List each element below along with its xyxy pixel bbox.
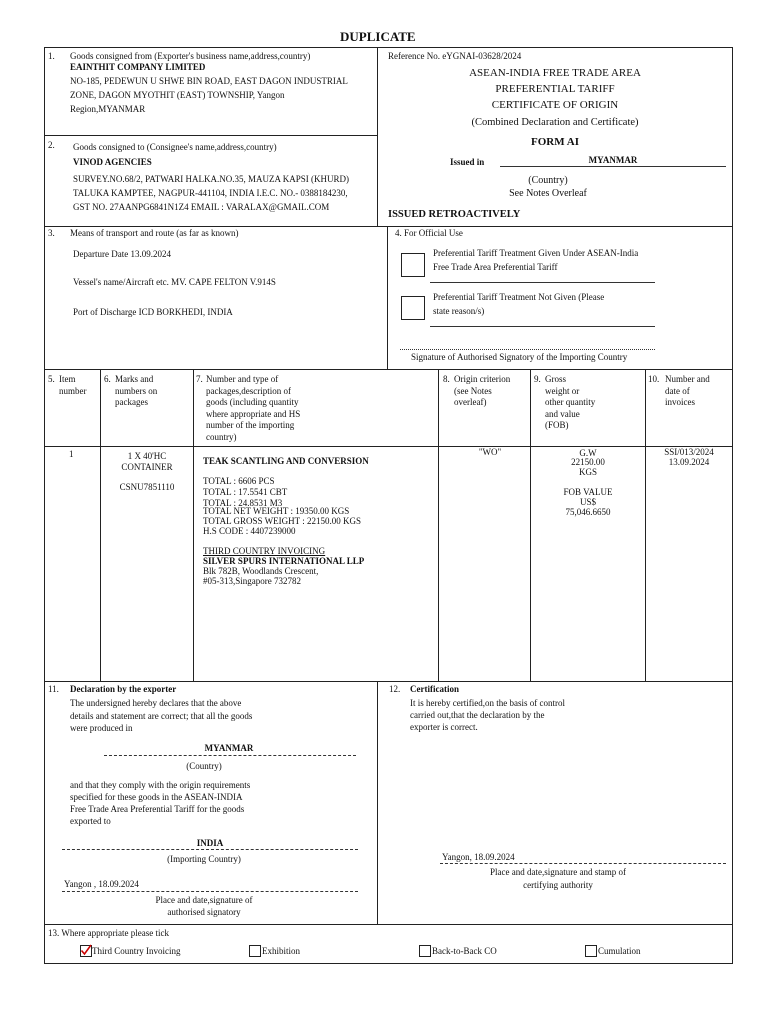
treatment-given-text: Free Trade Area Preferential Tariff xyxy=(433,262,558,272)
certifier-signature-line xyxy=(440,863,726,864)
country-caption: (Country) xyxy=(186,761,222,771)
exporter-signature-line xyxy=(62,891,358,892)
col-header-line: Number and xyxy=(665,374,710,384)
goods-description-line: TOTAL : 24.8531 M3 xyxy=(203,498,283,508)
gross-weight-unit: KGS xyxy=(578,467,597,477)
declaration-text: The undersigned hereby declares that the above xyxy=(70,698,242,708)
declaration-text: details and statement are correct; that all the goods xyxy=(70,711,253,721)
divider xyxy=(387,226,388,369)
declaration-text: and that they comply with the origin requirements xyxy=(70,780,251,790)
divider xyxy=(193,369,194,681)
cumulation-checkbox[interactable] xyxy=(585,945,597,957)
col-number: 5. xyxy=(48,374,55,384)
col-header-line: Gross xyxy=(545,374,567,384)
col-header-line: country) xyxy=(206,431,237,442)
col-header-line: number of the importing xyxy=(206,420,295,430)
box4-label: 4. For Official Use xyxy=(395,228,463,238)
treatment-not-given-text: Preferential Tariff Treatment Not Given (Please xyxy=(433,292,605,302)
treatment-given-text: Preferential Tariff Treatment Given Under ASEAN-India xyxy=(433,248,639,258)
goods-description-title: TEAK SCANTLING AND CONVERSION xyxy=(203,456,369,466)
box2-number: 2. xyxy=(48,140,55,150)
col-number: 10. xyxy=(648,374,660,384)
col-header-line: Item xyxy=(59,374,76,384)
consignee-address-line: GST NO. 27AANPG6841N1Z4 EMAIL : VARALAX@GMAIL.COM xyxy=(73,202,330,212)
gross-weight-value: 22150.00 xyxy=(571,457,605,467)
fob-value: 75,046.6650 xyxy=(565,507,611,517)
col-number: 7. xyxy=(196,374,203,384)
certifier-signature-caption: Place and date,signature and stamp of xyxy=(490,867,626,877)
divider xyxy=(44,226,732,227)
exporter-place-date: Yangon , 18.09.2024 xyxy=(64,879,139,889)
box11-number: 11. xyxy=(48,684,59,694)
cumulation-label: Cumulation xyxy=(598,946,641,956)
fob-currency: US$ xyxy=(579,497,596,507)
treatment-not-given-text: state reason/s) xyxy=(433,306,485,316)
col-number: 9. xyxy=(534,374,541,384)
col-header-line: number xyxy=(59,385,87,396)
divider xyxy=(44,924,732,925)
check-icon xyxy=(80,944,92,956)
certification-text: It is hereby certified,on the basis of control xyxy=(410,698,565,708)
treatment-not-given-line xyxy=(430,326,655,327)
col-header-line: packages xyxy=(115,397,148,407)
gross-weight-label: G.W xyxy=(579,448,597,458)
back-to-back-co-label: Back-to-Back CO xyxy=(432,946,497,956)
consignee-name: VINOD AGENCIES xyxy=(73,157,152,167)
form-name: FORM AI xyxy=(531,136,579,148)
consignee-address-line: SURVEY.NO.68/2, PATWARI HALKA.NO.35, MAUZA KAPSI (KHURD) xyxy=(73,174,350,184)
col-header-line: invoices xyxy=(665,397,695,407)
country-caption: (Country) xyxy=(528,175,568,186)
box2-label: Goods consigned to (Consignee's name,address,country) xyxy=(73,142,277,152)
issued-in-label: Issued in xyxy=(450,157,485,167)
exporter-signature-caption: authorised signatory xyxy=(167,907,241,917)
certifier-signature-caption: certifying authority xyxy=(523,880,593,890)
box3-number: 3. xyxy=(48,228,55,238)
box12-title: Certification xyxy=(410,684,459,694)
importing-country: INDIA xyxy=(196,838,224,848)
importing-country-caption: (Importing Country) xyxy=(167,854,241,864)
box11-title: Declaration by the exporter xyxy=(70,684,177,694)
col-header-line: overleaf) xyxy=(454,397,487,407)
goods-description-line: TOTAL : 17.5541 CBT xyxy=(203,487,288,497)
declaration-text: exported to xyxy=(70,816,111,826)
fob-label: FOB VALUE xyxy=(563,487,613,497)
treatment-given-box[interactable] xyxy=(401,253,425,277)
box1-number: 1. xyxy=(48,51,55,61)
exporter-signature-caption: Place and date,signature of xyxy=(155,895,253,905)
country-dashed-line xyxy=(104,755,356,756)
divider xyxy=(44,446,732,447)
goods-description-line: TOTAL : 6606 PCS xyxy=(203,476,275,486)
col-header-line: and value xyxy=(545,408,580,419)
vessel-name: Vessel's name/Aircraft etc. MV. CAPE FELTON V.914S xyxy=(73,277,276,287)
divider xyxy=(100,369,101,681)
item-number: 1 xyxy=(69,449,74,459)
treatment-not-given-box[interactable] xyxy=(401,296,425,320)
box12-number: 12. xyxy=(389,684,401,694)
col-number: 6. xyxy=(104,374,111,384)
invoice-date: 13.09.2024 xyxy=(668,457,710,467)
exhibition-label: Exhibition xyxy=(262,946,300,956)
consignee-address-line: TALUKA KAMPTEE, NAGPUR-441104, INDIA I.E.C. NO.- 0388184230, xyxy=(73,188,348,198)
box13-label: 13. Where appropriate please tick xyxy=(48,928,170,938)
col-header-line: Number and type of xyxy=(206,374,279,384)
third-country-company: SILVER SPURS INTERNATIONAL LLP xyxy=(203,556,365,566)
signature-line xyxy=(400,349,655,350)
title-line: ASEAN-INDIA FREE TRADE AREA xyxy=(469,67,641,79)
exporter-address-line: NO-185, PEDEWUN U SHWE BIN ROAD, EAST DAGON INDUSTRIAL xyxy=(70,76,348,86)
marks-line: 1 X 40'HC xyxy=(127,451,167,461)
certifier-place-date: Yangon, 18.09.2024 xyxy=(442,852,515,862)
third-country-address: Blk 782B, Woodlands Crescent, xyxy=(203,566,319,576)
declaration-text: Free Trade Area Preferential Tariff for the goods xyxy=(70,804,245,814)
col-header-line: weight or xyxy=(545,385,580,396)
exporter-address-line: Region,MYANMAR xyxy=(70,104,146,114)
divider xyxy=(44,135,377,136)
departure-date: Departure Date 13.09.2024 xyxy=(73,249,171,259)
produced-in-country: MYANMAR xyxy=(204,743,254,753)
third-country-invoicing-checkbox[interactable] xyxy=(80,945,92,957)
goods-description-line: H.S CODE : 4407239000 xyxy=(203,526,296,536)
col-header-line: numbers on xyxy=(115,385,158,396)
exporter-address-line: ZONE, DAGON MYOTHIT (EAST) TOWNSHIP, Yangon xyxy=(70,90,285,100)
col-header-line: goods (including quantity xyxy=(206,397,299,407)
divider xyxy=(377,681,378,924)
col-header-line: (see Notes xyxy=(454,385,492,396)
treatment-given-line xyxy=(430,282,655,283)
certification-text: carried out,that the declaration by the xyxy=(410,710,545,720)
col-header-line: packages,description of xyxy=(206,385,291,396)
goods-description-line: TOTAL NET WEIGHT : 19350.00 KGS xyxy=(203,506,350,516)
title-line: PREFERENTIAL TARIFF xyxy=(495,83,615,95)
importing-dashed-line xyxy=(62,849,358,850)
exhibition-checkbox[interactable] xyxy=(249,945,261,957)
marks-line: CONTAINER xyxy=(121,462,173,472)
importing-signature-caption: Signature of Authorised Signatory of the Importing Country xyxy=(411,352,628,362)
certification-text: exporter is correct. xyxy=(410,722,478,732)
invoice-number: SSI/013/2024 xyxy=(664,447,714,457)
third-country-title: THIRD COUNTRY INVOICING xyxy=(203,546,326,556)
box3-label: Means of transport and route (as far as known) xyxy=(70,228,239,238)
goods-description-line: TOTAL GROSS WEIGHT : 22150.00 KGS xyxy=(203,516,361,526)
col-header-line: date of xyxy=(665,385,690,396)
col-header-line: (FOB) xyxy=(545,420,569,430)
divider xyxy=(438,369,439,681)
col-header-line: where appropriate and HS xyxy=(206,408,301,419)
col-number: 8. xyxy=(443,374,450,384)
title-line: (Combined Declaration and Certificate) xyxy=(471,117,639,128)
divider xyxy=(44,369,732,370)
box1-label: Goods consigned from (Exporter's business name,address,country) xyxy=(70,51,311,61)
issued-in-country: MYANMAR xyxy=(588,155,638,165)
title-line: CERTIFICATE OF ORIGIN xyxy=(491,99,619,111)
port-of-discharge: Port of Discharge ICD BORKHEDI, INDIA xyxy=(73,307,233,317)
exporter-name: EAINTHIT COMPANY LIMITED xyxy=(70,62,206,72)
container-number: CSNU7851110 xyxy=(119,482,175,492)
origin-criterion: "WO" xyxy=(478,447,502,457)
divider xyxy=(645,369,646,681)
divider xyxy=(530,369,531,681)
copy-type-title: DUPLICATE xyxy=(340,29,416,44)
col-header-line: Origin criterion xyxy=(454,374,511,384)
divider xyxy=(44,681,732,682)
issued-in-underline xyxy=(500,166,726,167)
third-country-address: #05-313,Singapore 732782 xyxy=(203,576,301,586)
reference-number: Reference No. eYGNAI-03628/2024 xyxy=(388,51,522,61)
col-header-line: Marks and xyxy=(115,374,154,384)
notes-overleaf: See Notes Overleaf xyxy=(509,188,587,199)
third-country-invoicing-label: Third Country Invoicing xyxy=(92,946,181,956)
col-header-line: other quantity xyxy=(545,397,596,407)
back-to-back-co-checkbox[interactable] xyxy=(419,945,431,957)
declaration-text: specified for these goods in the ASEAN-INDIA xyxy=(70,792,243,802)
declaration-text: were produced in xyxy=(70,723,133,733)
issued-retroactively: ISSUED RETROACTIVELY xyxy=(388,209,521,220)
